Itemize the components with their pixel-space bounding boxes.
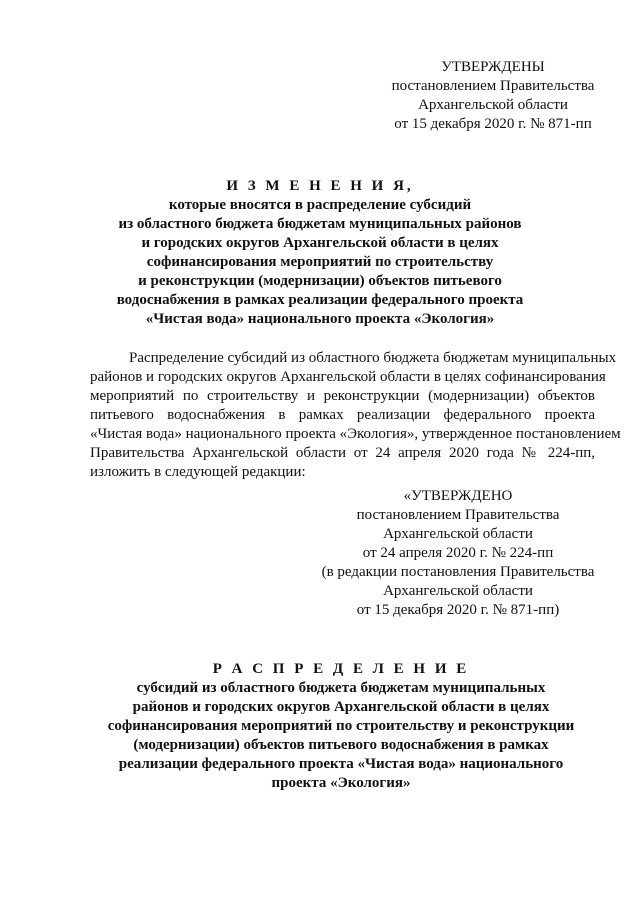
paragraph-line: Распределение субсидий из областного бюджета бюджетам муниципальных <box>129 350 617 366</box>
approval2-line: Архангельской области <box>383 583 533 599</box>
distribution-line: районов и городских округов Архангельской области в целях <box>132 699 550 715</box>
paragraph-line: изложить в следующей редакции: <box>90 464 306 480</box>
changes-line: и городских округов Архангельской области в целях <box>141 235 499 251</box>
distribution-line: субсидий из областного бюджета бюджетам муниципальных <box>136 680 546 696</box>
changes-title: И З М Е Н Е Н И Я, <box>226 178 414 194</box>
approval-line: от 15 декабря 2020 г. № 871-пп <box>394 116 592 132</box>
changes-line: из областного бюджета бюджетам муниципальных районов <box>118 216 522 232</box>
distribution-title: Р А С П Р Е Д Е Л Е Н И Е <box>212 661 470 677</box>
changes-line: которые вносятся в распределение субсидий <box>168 197 472 213</box>
distribution-line: софинансирования мероприятий по строительству и реконструкции <box>107 718 575 734</box>
distribution-line: (модернизации) объектов питьевого водоснабжения в рамках <box>133 737 549 753</box>
approval-line: Архангельской области <box>418 97 568 113</box>
paragraph-line: «Чистая вода» национального проекта «Экология», утвержденное постановлением <box>90 426 621 442</box>
approval-stamp <box>386 58 600 134</box>
approval-line: УТВЕРЖДЕНЫ <box>441 59 545 75</box>
paragraph-line: питьевого водоснабжения в рамках реализации федерального проекта <box>90 407 595 423</box>
changes-line: и реконструкции (модернизации) объектов питьевого <box>138 273 502 289</box>
approval2-line: от 15 декабря 2020 г. № 871-пп) <box>356 602 560 618</box>
approval-line: постановлением Правительства <box>391 78 595 94</box>
approval2-line: от 24 апреля 2020 г. № 224-пп <box>362 545 554 561</box>
paragraph-line: мероприятий по строительству и реконструкции (модернизации) объектов <box>90 388 595 404</box>
approval-stamp-2 <box>316 487 600 620</box>
approval2-line: Архангельской области <box>383 526 533 542</box>
distribution-line: реализации федерального проекта «Чистая вода» национального <box>118 756 564 772</box>
paragraph-line: районов и городских округов Архангельской области в целях софинансирования <box>90 369 606 385</box>
approval2-line: (в редакции постановления Правительства <box>321 564 595 580</box>
approval2-line: «УТВЕРЖДЕНО <box>403 488 513 504</box>
approval2-line: постановлением Правительства <box>356 507 560 523</box>
body-paragraph <box>90 349 621 482</box>
paragraph-line: Правительства Архангельской области от 24 апреля 2020 года № 224-пп, <box>90 445 595 461</box>
changes-line: «Чистая вода» национального проекта «Экология» <box>145 311 495 327</box>
changes-heading <box>80 177 560 329</box>
changes-line: водоснабжения в рамках реализации федерального проекта <box>116 292 524 308</box>
changes-line: софинансирования мероприятий по строительству <box>146 254 494 270</box>
distribution-line: проекта «Экология» <box>271 775 411 791</box>
distribution-heading <box>100 660 582 793</box>
